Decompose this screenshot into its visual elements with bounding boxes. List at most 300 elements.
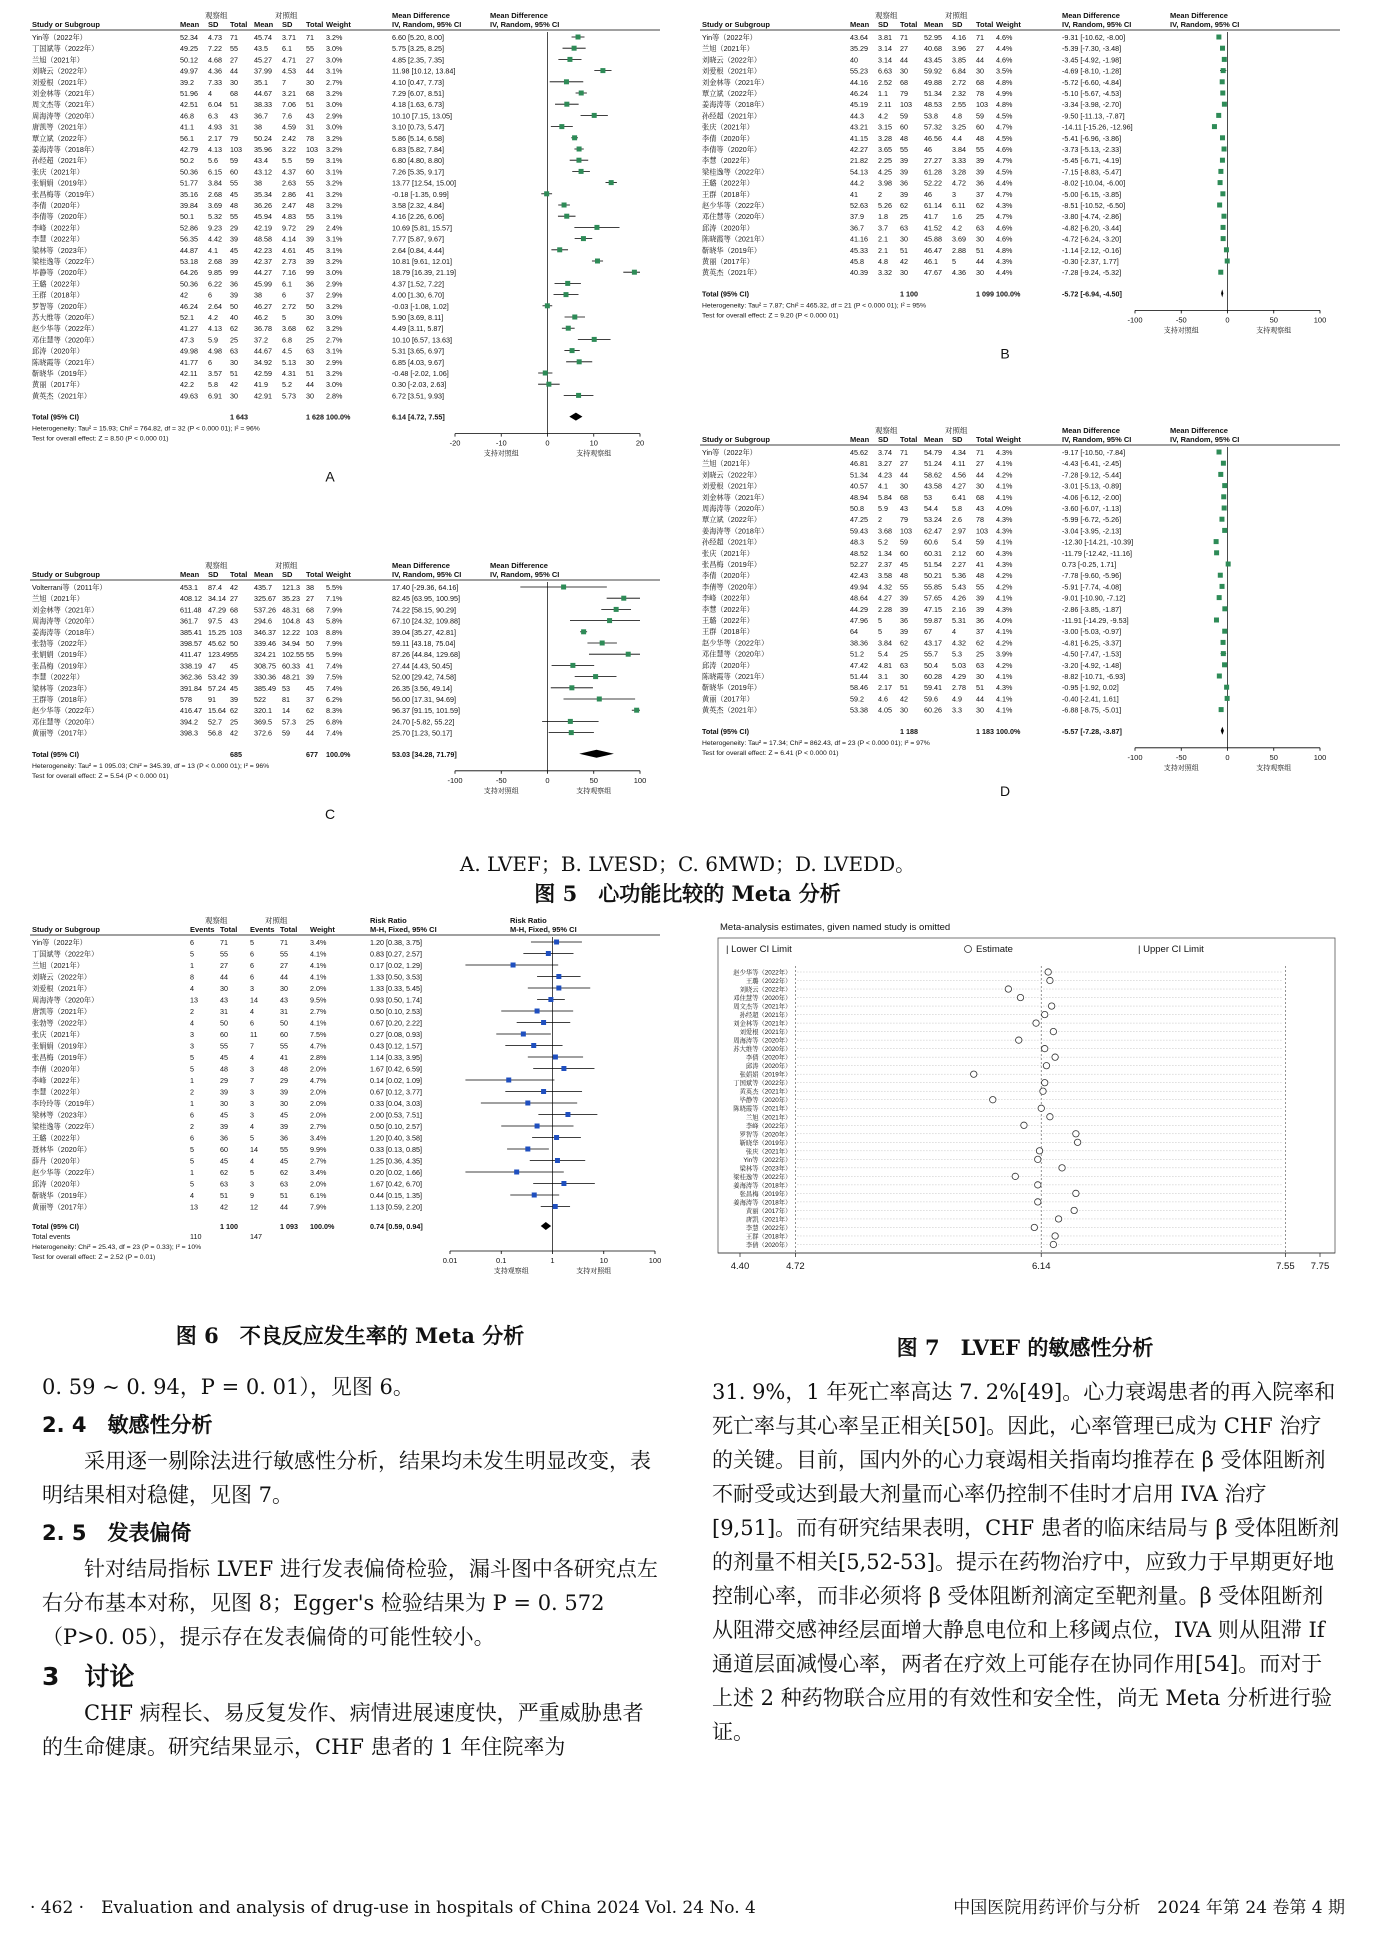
table-cell: 51.34 — [924, 89, 942, 98]
fig5-caption: 图 5 心功能比较的 Meta 分析 — [534, 881, 841, 906]
table-cell: 102.55 — [282, 650, 304, 660]
table-cell: 39 — [976, 167, 984, 177]
table-cell: 408.12 — [180, 594, 202, 604]
table-cell: 372.6 — [254, 728, 272, 738]
point-estimate — [531, 1043, 536, 1048]
table-cell: 14 — [282, 706, 290, 716]
table-cell: 4.27 — [952, 481, 966, 491]
table-cell: 43 — [306, 111, 314, 121]
estimate-point — [1048, 1003, 1054, 1009]
table-cell: 6 — [190, 1110, 194, 1120]
ci-text: -12.30 [-14.21, -10.39] — [1062, 537, 1134, 547]
table-cell: 44.2 — [850, 178, 864, 188]
table-cell: 346.37 — [254, 627, 276, 637]
table-cell: 2 — [190, 1122, 194, 1131]
table-cell: 5.36 — [952, 571, 966, 581]
ci-text: 0.43 [0.12, 1.57] — [370, 1041, 422, 1051]
table-cell: 60.26 — [924, 705, 942, 715]
table-cell: 36.7 — [254, 111, 268, 121]
table-cell: 45 — [306, 245, 314, 255]
table-cell: 537.26 — [254, 605, 276, 615]
overall-effect-text: Test for overall effect: Z = 6.41 (P < 0.000 01) — [702, 749, 839, 757]
table-cell: 3.98 — [878, 178, 892, 188]
table-cell: 4.05 — [878, 705, 892, 715]
table-cell: 4.23 — [878, 470, 892, 480]
table-cell: 2.17 — [208, 133, 222, 143]
table-cell: 51 — [230, 100, 238, 110]
table-cell: 51.24 — [924, 459, 942, 469]
study-name: Yin等（2022年） — [743, 1156, 792, 1164]
table-cell: 55 — [306, 212, 314, 222]
point-estimate — [614, 607, 619, 612]
point-estimate — [594, 225, 599, 230]
legend-estimate: Estimate — [976, 944, 1013, 955]
table-cell: 51.44 — [850, 672, 868, 681]
study-name: 王璐（2022年） — [32, 1133, 84, 1143]
table-cell: 35.96 — [254, 145, 272, 154]
table-cell: 3.1% — [326, 212, 343, 222]
legend-upper: | Upper CI Limit — [1138, 944, 1204, 955]
table-cell: 3.32 — [878, 268, 892, 278]
ci-text: -7.15 [-8.83, -5.47] — [1062, 167, 1122, 177]
point-estimate — [1218, 270, 1223, 275]
point-estimate — [1217, 595, 1222, 600]
table-cell: 36.7 — [850, 223, 864, 233]
table-cell: 6 — [250, 1018, 254, 1028]
overall-effect-text: Test for overall effect: Z = 5.54 (P < 0.000 01) — [32, 772, 169, 780]
point-estimate — [1217, 450, 1222, 455]
table-cell: 3.0% — [326, 122, 343, 132]
table-cell: 55 — [230, 178, 238, 188]
table-cell: 50.24 — [254, 133, 272, 143]
table-cell: 42.11 — [180, 369, 198, 378]
point-estimate — [554, 1135, 559, 1140]
table-cell: 325.67 — [254, 594, 276, 604]
table-cell: 50.8 — [850, 504, 864, 513]
table-cell: 6.15 — [208, 167, 222, 177]
table-cell: 38 — [254, 122, 262, 132]
table-cell: 411.47 — [180, 650, 202, 660]
table-cell: 4.56 — [952, 470, 966, 480]
table-cell: 121.3 — [282, 583, 300, 592]
table-cell: 39 — [230, 234, 238, 244]
header-sd: SD — [878, 435, 889, 444]
point-estimate — [1214, 618, 1219, 623]
table-cell: 4.98 — [208, 346, 222, 356]
table-cell: 62 — [280, 1168, 288, 1177]
table-cell: 9.23 — [208, 223, 222, 233]
header-events: Events — [190, 925, 215, 934]
table-cell: 25 — [900, 212, 908, 222]
table-cell: 52.1 — [180, 313, 194, 322]
ci-text: 7.26 [5.35, 9.17] — [392, 167, 444, 177]
table-cell: 4.32 — [878, 582, 892, 592]
table-cell: 5 — [250, 1133, 254, 1143]
header-sd: SD — [952, 20, 963, 29]
point-estimate — [1222, 147, 1227, 152]
table-cell: 6.1 — [282, 279, 292, 289]
table-cell: 4.4% — [996, 178, 1013, 188]
header-sd: SD — [878, 20, 889, 29]
ci-text: 5.75 [3.25, 8.25] — [392, 44, 444, 54]
table-cell: 45 — [220, 1110, 228, 1120]
header-total: Total — [306, 570, 324, 579]
ci-text: 0.17 [0.02, 1.29] — [370, 961, 422, 970]
study-name: 赵少华等（2022年） — [702, 201, 769, 210]
table-cell: 3.21 — [282, 89, 296, 98]
table-cell: 4.27 — [878, 593, 892, 603]
table-cell: 5.9% — [326, 650, 343, 660]
table-cell: 41.16 — [850, 234, 868, 244]
table-cell: 53.42 — [208, 672, 226, 682]
header-md: Mean Difference — [1062, 426, 1120, 435]
heterogeneity-text: Heterogeneity: Tau² = 1 095.03; Chi² = 345.39, df = 13 (P < 0.000 01); I² = 96% — [32, 762, 270, 770]
ci-text: -4.50 [-7.47, -1.53] — [1062, 649, 1122, 659]
table-cell: 4.1% — [996, 627, 1013, 637]
ci-text: 0.67 [0.20, 2.22] — [370, 1018, 422, 1028]
study-name: 兰旭（2021年） — [32, 55, 84, 65]
forest-plot-d-svg — [700, 425, 1350, 850]
study-name: 李倩等（2020年） — [702, 582, 762, 592]
table-cell: 39.84 — [180, 201, 198, 210]
table-cell: 78 — [976, 89, 984, 98]
ci-text: 0.14 [0.02, 1.09] — [370, 1076, 422, 1085]
header-sd: SD — [208, 570, 219, 579]
table-cell: 50.36 — [180, 279, 198, 289]
table-cell: 43 — [976, 504, 984, 513]
point-estimate — [1224, 247, 1229, 252]
study-name: 周海涛等（2020年） — [32, 111, 99, 121]
table-cell: 44.87 — [180, 245, 198, 255]
ci-text: 7.29 [6.07, 8.51] — [392, 89, 444, 98]
table-cell: 3.9% — [996, 649, 1013, 659]
table-cell: 4.2% — [996, 571, 1013, 581]
point-estimate — [621, 596, 626, 601]
ci-text: 0.67 [0.12, 3.77] — [370, 1087, 422, 1097]
study-name: 黄丽（2017年） — [702, 694, 754, 704]
table-cell: 5.6 — [208, 156, 218, 166]
table-cell: 3.28 — [952, 167, 966, 177]
table-cell: 103 — [900, 100, 912, 110]
table-cell: 79 — [900, 89, 908, 98]
table-cell: 60.33 — [282, 661, 300, 671]
point-estimate — [535, 1009, 540, 1014]
table-cell: 30 — [306, 357, 314, 367]
header-ci: IV, Random, 95% CI — [392, 570, 462, 579]
table-cell: 45 — [220, 1053, 228, 1062]
total-obs: 1 643 — [230, 412, 248, 422]
table-cell: 35.34 — [254, 189, 272, 199]
total-ctrl: 677 — [306, 749, 318, 759]
table-cell: 4.36 — [952, 268, 966, 278]
table-cell: 44.27 — [254, 268, 272, 278]
header-ci: IV, Random, 95% CI — [1062, 435, 1132, 444]
table-cell: 5.5% — [326, 583, 343, 592]
ci-text: -5.45 [-6.71, -4.19] — [1062, 156, 1122, 166]
ci-text: -5.72 [-6.60, -4.84] — [1062, 77, 1122, 87]
study-name: 刘晓云（2022年） — [32, 972, 92, 982]
table-cell: 4.1% — [996, 492, 1013, 502]
ci-text: 18.79 [16.39, 21.19] — [392, 268, 456, 278]
table-cell: 45 — [230, 683, 238, 693]
heterogeneity-text: Heterogeneity: Tau² = 17.34; Chi² = 862.43, df = 23 (P < 0.000 01); I² = 97% — [702, 739, 930, 747]
table-cell: 3.81 — [878, 33, 892, 42]
table-cell: 4.26 — [952, 593, 966, 603]
table-cell: 30 — [976, 268, 984, 278]
study-name: 陈晓霞等（2021年） — [32, 357, 99, 367]
table-cell: 45.27 — [254, 55, 272, 65]
table-cell: 60 — [220, 1030, 228, 1039]
total-obs: 1 188 — [900, 726, 918, 736]
table-cell: 47.67 — [924, 268, 942, 278]
table-cell: 4.34 — [952, 448, 966, 457]
table-cell: 6 — [250, 961, 254, 970]
table-cell: 522 — [254, 695, 266, 704]
point-estimate — [555, 1158, 560, 1163]
x-tick-label: 100 — [1313, 315, 1327, 325]
point-estimate — [546, 382, 551, 387]
total-obs: 1 100 — [900, 289, 918, 299]
table-cell: 4.8 — [952, 111, 962, 121]
table-cell: 4.25 — [878, 167, 892, 177]
table-cell: 5.73 — [282, 391, 296, 401]
ci-text: 6.60 [5.20, 8.00] — [392, 33, 444, 42]
table-cell: 55 — [900, 582, 908, 592]
table-cell: 2.72 — [952, 77, 966, 87]
ci-text: -7.28 [-9.12, -5.44] — [1062, 470, 1122, 480]
table-cell: 4.7% — [310, 1076, 327, 1085]
table-cell: 5.03 — [952, 660, 966, 670]
point-estimate — [1220, 46, 1225, 51]
table-cell: 1 — [190, 961, 194, 970]
table-cell: 59.43 — [850, 526, 868, 536]
header-md: Mean Difference — [392, 11, 450, 20]
table-cell: 71 — [306, 33, 314, 42]
table-cell: 43.4 — [254, 156, 268, 166]
table-cell: 64 — [850, 627, 858, 637]
table-cell: 1.6 — [952, 212, 962, 222]
heterogeneity-text: Heterogeneity: Tau² = 7.87; Chi² = 465.32, df = 21 (P < 0.000 01); I² = 95% — [702, 302, 927, 310]
total-obs: 685 — [230, 749, 242, 759]
total-ci: -5.72 [-6.94, -4.50] — [1062, 289, 1122, 299]
table-cell: 37.9 — [850, 212, 864, 222]
point-estimate — [609, 180, 614, 185]
study-name: 刘晓云（2022年） — [702, 55, 762, 65]
study-name: 张勃等（2022年） — [32, 639, 92, 648]
table-cell: 51.34 — [850, 470, 868, 480]
table-cell: 103 — [230, 145, 242, 154]
table-cell: 103 — [900, 526, 912, 536]
table-cell: 4.3% — [996, 201, 1013, 210]
table-cell: 42.43 — [850, 571, 868, 581]
point-estimate — [581, 629, 586, 634]
point-estimate — [581, 236, 586, 241]
table-cell: 42.59 — [254, 369, 272, 378]
point-estimate — [1220, 158, 1225, 163]
table-cell: 36.26 — [254, 201, 272, 210]
table-cell: 48.94 — [850, 492, 868, 502]
table-cell: 2.1 — [878, 245, 888, 255]
table-cell: 56.35 — [180, 234, 198, 244]
table-cell: 43 — [900, 504, 908, 513]
table-cell: 44 — [976, 470, 984, 480]
header-obs: 观察组 — [205, 916, 228, 925]
table-cell: 3.33 — [952, 156, 966, 166]
table-cell: 62 — [976, 638, 984, 648]
table-cell: 7.5% — [326, 672, 343, 682]
study-name: 靳晓华（2019年） — [702, 683, 762, 693]
study-name: 李倩等（2020年） — [32, 212, 92, 222]
total-label: Total (95% CI) — [32, 412, 79, 422]
study-name: 李慧（2022年） — [702, 604, 754, 614]
study-name: 黄英杰（2021年） — [702, 705, 762, 715]
table-cell: 30 — [306, 313, 314, 322]
table-cell: 30 — [280, 984, 288, 993]
table-cell: 2.78 — [952, 683, 966, 693]
table-cell: 3.2% — [326, 178, 343, 188]
ci-text: 1.25 [0.36, 4.35] — [370, 1156, 422, 1166]
table-cell: 55 — [306, 178, 314, 188]
study-name: Yin等（2022年） — [702, 448, 757, 457]
point-estimate — [1221, 236, 1226, 241]
table-cell: 6.91 — [208, 391, 222, 401]
header-mean: Mean — [254, 570, 274, 579]
table-cell: 44.29 — [850, 604, 868, 614]
table-cell: 2.4% — [326, 223, 343, 233]
table-cell: 59 — [900, 111, 908, 121]
header-weight: Weight — [996, 20, 1021, 29]
table-cell: 36 — [900, 178, 908, 188]
header-mean: Mean — [924, 435, 944, 444]
table-cell: 27 — [230, 55, 238, 65]
table-cell: 5.31 — [952, 616, 966, 625]
point-estimate — [532, 1193, 537, 1198]
table-cell: 27 — [976, 459, 984, 469]
ci-text: 5.86 [5.14, 6.58] — [392, 133, 444, 143]
point-estimate — [1219, 517, 1224, 522]
table-cell: 5.8 — [952, 504, 962, 513]
table-cell: 45.62 — [208, 639, 226, 648]
ci-text: 0.20 [0.02, 1.66] — [370, 1168, 422, 1177]
table-cell: 46.27 — [254, 301, 272, 311]
table-cell: 39 — [976, 156, 984, 166]
table-cell: 6.41 — [952, 492, 966, 502]
point-estimate — [577, 147, 582, 152]
estimate-point — [1045, 969, 1051, 975]
table-cell: 4.32 — [952, 638, 966, 648]
table-cell: 394.2 — [180, 717, 198, 727]
table-cell: 330.36 — [254, 672, 276, 682]
study-name: 赵少华等（2022年） — [733, 969, 792, 977]
study-name: 邓住慧等（2020年） — [32, 717, 99, 727]
header-study: Study or Subgroup — [32, 925, 100, 934]
table-cell: 45 — [306, 683, 314, 693]
study-name: 张娟娟（2019年） — [32, 178, 92, 188]
table-cell: 59 — [282, 728, 290, 738]
table-cell: 52.7 — [208, 717, 222, 727]
ci-text: -7.78 [-9.60, -5.96] — [1062, 571, 1122, 581]
table-cell: 4.5% — [996, 111, 1013, 121]
table-cell: 27 — [900, 459, 908, 469]
table-cell: 44 — [220, 972, 228, 982]
table-cell: 39 — [976, 604, 984, 614]
table-cell: 47.3 — [180, 335, 194, 345]
table-cell: 50.21 — [924, 571, 942, 581]
table-cell: 2.7% — [326, 335, 343, 345]
study-name: 兰旭（2021年） — [702, 459, 754, 469]
table-cell: 25 — [230, 717, 238, 727]
table-cell: 36 — [976, 178, 984, 188]
table-cell: 30 — [900, 705, 908, 715]
table-cell: 3 — [250, 1179, 254, 1189]
table-cell: 36 — [220, 1133, 228, 1143]
ci-text: 1.67 [0.42, 6.59] — [370, 1064, 422, 1074]
point-estimate — [1218, 472, 1223, 477]
table-cell: 4.2% — [996, 638, 1013, 648]
table-cell: 87.4 — [208, 583, 222, 592]
panel-label: D — [999, 782, 1011, 799]
table-cell: 4 — [250, 1122, 254, 1131]
table-cell: 57.24 — [208, 683, 226, 693]
point-estimate — [541, 1020, 546, 1025]
table-cell: 47.42 — [850, 660, 868, 670]
table-cell: 2.7% — [326, 77, 343, 87]
study-name: 梁桂逸等（2022年） — [702, 167, 769, 177]
total-weight: 100.0% — [310, 1222, 335, 1231]
study-name: 孙经超（2021年） — [702, 537, 762, 547]
table-cell: 42.51 — [180, 100, 198, 110]
table-cell: 7.16 — [282, 268, 296, 278]
table-cell: 43.58 — [924, 481, 942, 491]
table-cell: 3 — [190, 1041, 194, 1051]
pooled-diamond — [1221, 727, 1224, 735]
table-cell: 60 — [280, 1030, 288, 1039]
study-name: 刘爱根（2021年） — [739, 1029, 792, 1037]
table-cell: 78 — [306, 133, 314, 143]
ci-text: -4.72 [-6.24, -3.20] — [1062, 234, 1122, 244]
table-cell: 6.8% — [326, 717, 343, 727]
table-cell: 59.6 — [924, 694, 938, 704]
header-sd: SD — [282, 20, 293, 29]
table-cell: 5.84 — [878, 492, 892, 502]
table-cell: 39 — [306, 672, 314, 682]
table-cell: 39 — [900, 167, 908, 177]
table-cell: 5 — [190, 1156, 194, 1166]
point-estimate — [1222, 528, 1227, 533]
study-name: 靳晓华（2019年） — [32, 369, 92, 378]
x-tick-label: -100 — [1127, 752, 1143, 762]
point-estimate — [568, 719, 573, 724]
table-cell: 55 — [306, 650, 314, 660]
header-md: Mean Difference — [1062, 11, 1120, 20]
study-name: 丁国斌等（2022年） — [32, 44, 99, 54]
ci-text: 96.37 [91.15, 101.59] — [392, 706, 460, 716]
study-name: 李倩（2020年） — [32, 1064, 84, 1074]
table-cell: 55.23 — [850, 66, 868, 76]
point-estimate — [565, 1112, 570, 1117]
study-name: 兰旭（2021年） — [32, 594, 84, 604]
table-cell: 57.3 — [282, 717, 296, 727]
section-heading-2-5: 2. 5 发表偏倚 — [42, 1521, 192, 1545]
table-cell: 62 — [220, 1168, 228, 1177]
table-cell: 2.63 — [282, 178, 296, 188]
point-estimate — [543, 371, 548, 376]
table-cell: 6 — [250, 949, 254, 959]
study-name: 李慧（2022年） — [32, 672, 84, 682]
study-name: 唐凯（2021年） — [745, 1216, 792, 1224]
table-cell: 2.0% — [310, 1087, 327, 1097]
table-cell: 4.31 — [282, 369, 296, 378]
